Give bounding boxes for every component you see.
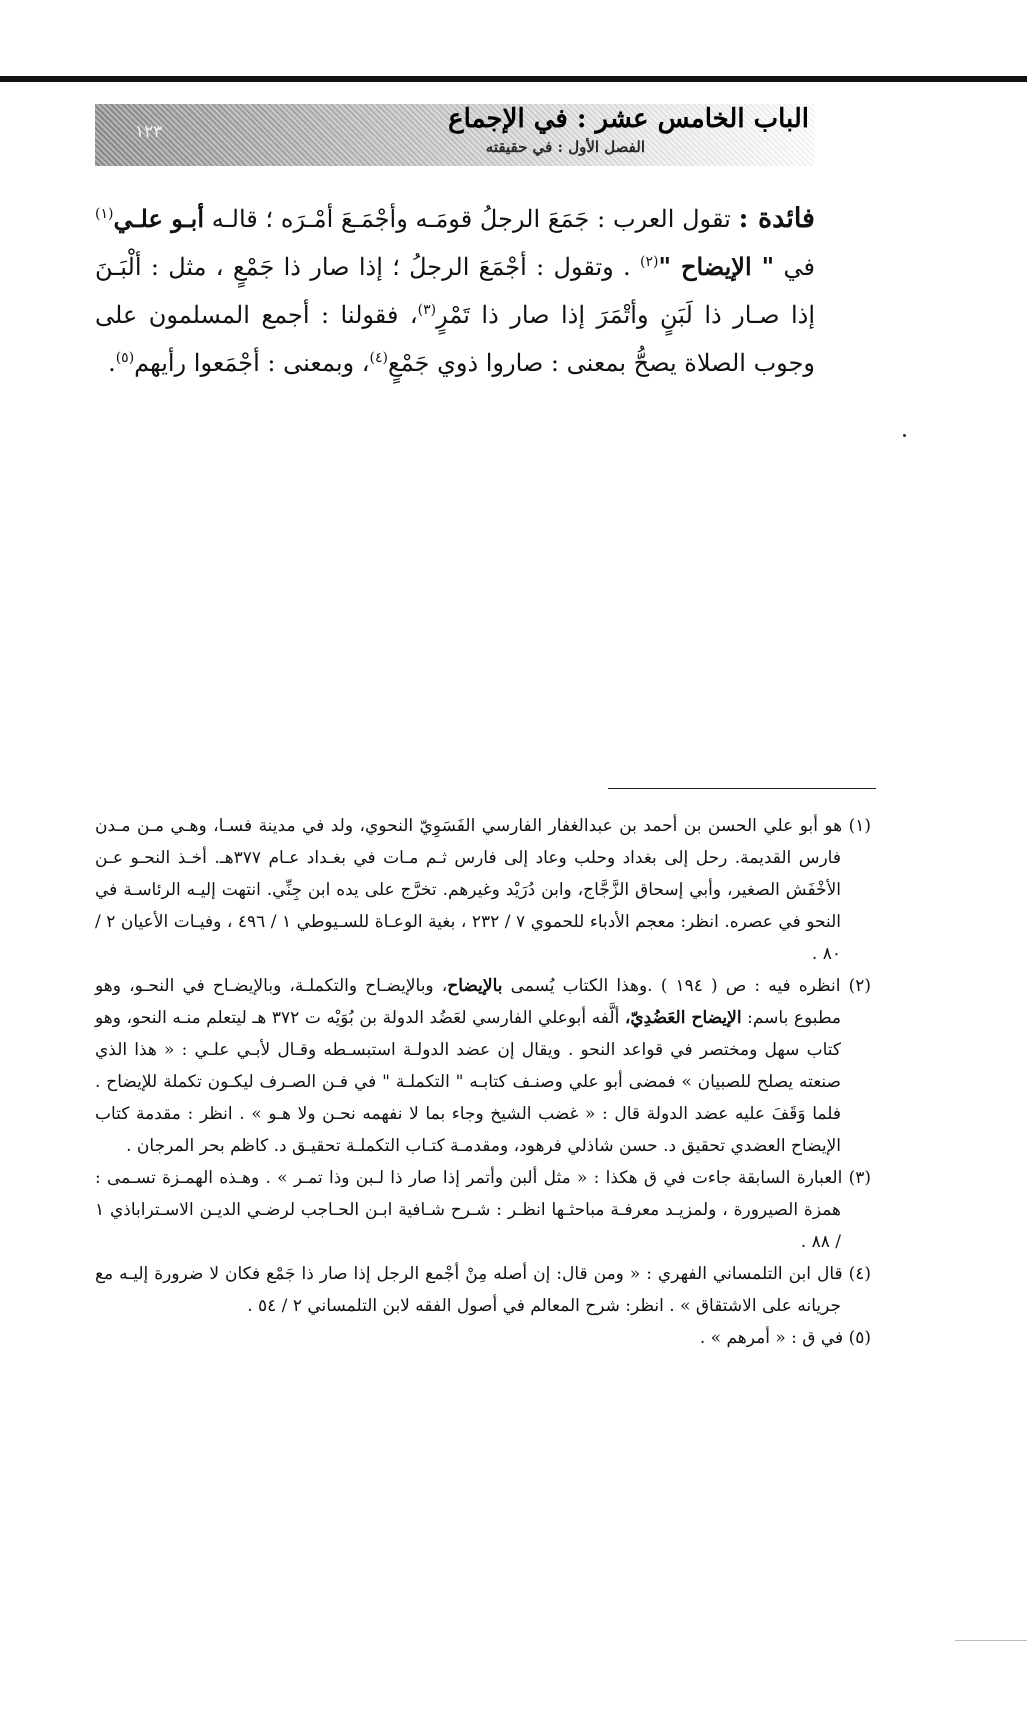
footnote-ref: (٢) — [640, 254, 659, 270]
text-segment: في — [783, 253, 815, 281]
author-name: أبـو علـي — [113, 204, 205, 233]
footnote-ref: (١) — [95, 206, 114, 222]
footnote-text: ألَّفه أبوعلي الفارسي لعَضُد الدولة بن بُوَيْه ت ٣٧٢ هـ ليتعلم منـه النحو، وهو كتاب سهل ومختصر في قواعد النحو . ويقال إن عضد الدولـة استبسـطه وقـال لأبـي علـي : « هذا الذي صنعته يصلح للصبيان » فمضى أبو علي وصنـف كتابـه " التكملـة " في فـن الصـرف ليكـون تكملة للإيضاح . فلما وَقَفَ عليه عضد الدولة قال : « غضب الشيخ وجاء بما لا نفهمه نحـن ولا هـو » . انظر : مقدمة كتاب الإيضاح العضدي تحقيق د. حسن شاذلي فرهود، ومقدمـة كتـاب التكملـة تحقيـق د. كاظم بحر المرجان . — [95, 1008, 841, 1156]
lead-word: فائدة : — [738, 203, 815, 234]
footnote-3: (٣) العبارة السابقة جاءت في ق هكذا : « مثل ألبن وأتمر إذا صار ذا لـبن وذا تمـر » . وهـذه الهمـزة تسـمى : همزة الصيرورة ، ولمزيـد معرفـة مباحثـها انظـر : شـرح شـافية ابـن الحـاجب لرضـي الديـن الاسـتراباذي ١ / ٨٨ . — [95, 1168, 871, 1252]
text-segment: ، وبمعنى : أجْمَعوا رأيهم — [134, 349, 370, 377]
section-title: الفصل الأول : في حقيقته — [485, 138, 645, 156]
chapter-title: الباب الخامس عشر : في الإجماع — [448, 104, 809, 134]
margin-line — [955, 1640, 1027, 1641]
footnote-4: (٤) قال ابن التلمساني الفهري : « ومن قال: إن أصله مِنْ أجْمع الرجل إذا صار ذا جَمْع فكان لا ضرورة إليـه مع جريانه على الاشتقاق » . انظر: شرح المعالم في أصول الفقه لابن التلمساني ٢ / ٥٤ . — [95, 1264, 871, 1316]
footnotes — [95, 810, 871, 1354]
footnote-1: (١) هو أبو علي الحسن بن أحمد بن عبدالغفار الفارسي الفَسَوِيّ النحوي، ولد في مدينة فسـا، وهـي مـن مـدن فارس القديمة. رحل إلى بغداد وحلب وعاد إلى فارس ثـم مـات في بغـداد عـام ٣٧٧هـ. أخـذ النحـو عـن الأخْفَش الصغير، وأبي إسحاق الزَّجَّاج، وابن دُرَيْد وغيرهم. تخرَّج على يده ابن جِنِّي. انتهت إليـه الرئاسـة في النحو في عصره. انظر: معجم الأدباء للحموي ٧ / ٢٣٢ ، بغية الوعـاة للسـيوطي ١ / ٤٩٦ ، وفيـات الأعيان ٢ / ٨٠ . — [95, 816, 871, 964]
footnote-text: ، وبالإيضـاح والتكملـة، وبالإيضـاح في النحـو، وهو مطبوع باسم: — [95, 976, 841, 1028]
footnote-bold-term: الإيضاح العَضُدِيّ، — [624, 1008, 742, 1028]
footnote-ref: (٤) — [369, 350, 388, 366]
footnote-5: (٥) في ق : « أمرهم » . — [699, 1328, 871, 1348]
text-segment: . — [108, 349, 116, 377]
footnote-ref: (٥) — [115, 350, 135, 366]
footnote-text: (٢) انظره فيه : ص ( ١٩٤ ) .وهذا الكتاب يُسمى — [510, 976, 871, 996]
footnote-ref: (٣) — [417, 302, 437, 318]
page-number: ١٢٣ — [135, 122, 163, 142]
main-paragraph — [95, 195, 815, 387]
text-segment: ، فقولنا : أجمع المسلمون على وجوب الصلاة يصحُّ بمعنى : صاروا ذوي جَمْعٍ — [95, 301, 815, 377]
running-header — [95, 104, 815, 166]
text-segment: تقول العرب : جَمَعَ الرجلُ قومَـه وأجْمَـعَ أمْـرَه ؛ قالـه — [211, 205, 731, 233]
text-segment: . وتقول : أجْمَعَ الرجلُ ؛ إذا صار ذا جَمْعٍ ، مثل : ألْبَـنَ إذا صـار ذا لَبَنٍ وأتْمَرَ إذا صار ذا تَمْرٍ — [95, 253, 816, 329]
top-rule — [0, 76, 1027, 82]
footnote-bold-term: بالإيضاح — [447, 976, 503, 996]
book-title: " الإيضاح " — [658, 252, 775, 281]
footnote-2 — [95, 970, 871, 1162]
stray-dot — [903, 434, 906, 437]
footnote-separator — [608, 788, 876, 789]
